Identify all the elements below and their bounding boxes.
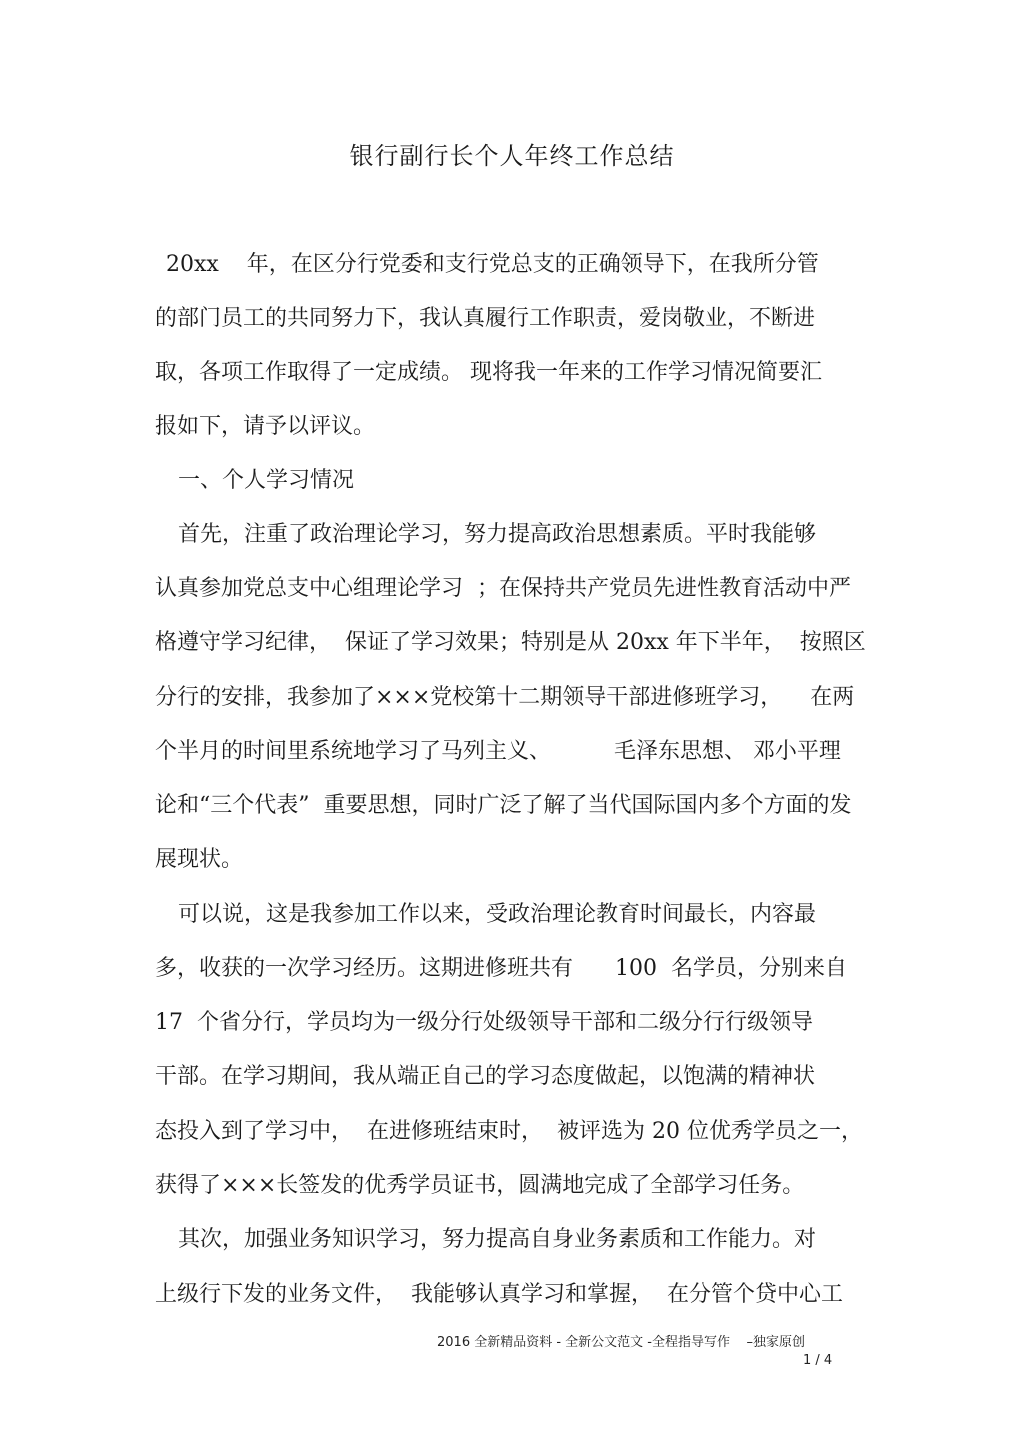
paragraph-line: 个半月的时间里系统地学习了马列主义、 毛泽东思想、 邓小平理	[155, 739, 841, 764]
paragraph-line: 可以说，这是我参加工作以来，受政治理论教育时间最长，内容最	[178, 902, 817, 927]
paragraph-line: 获得了×××长签发的优秀学员证书，圆满地完成了全部学习任务。	[155, 1173, 805, 1198]
page-number: 1 / 4	[803, 1353, 833, 1368]
paragraph-line: 的部门员工的共同努力下，我认真履行工作职责，爱岗敬业，不断进	[155, 306, 816, 331]
paragraph-line: 取，各项工作取得了一定成绩。 现将我一年来的工作学习情况简要汇	[155, 360, 822, 385]
paragraph-line: 认真参加党总支中心组理论学习 ；在保持共产党员先进性教育活动中严	[155, 576, 851, 601]
paragraph-line: 其次，加强业务知识学习，努力提高自身业务素质和工作能力。对	[178, 1227, 817, 1252]
paragraph-line: 分行的安排，我参加了×××党校第十二期领导干部进修班学习， 在两	[155, 685, 855, 710]
paragraph-line: 格遵守学习纪律， 保证了学习效果；特别是从 20xx 年下半年， 按照区	[155, 630, 866, 655]
paragraph-line: 展现状。	[155, 847, 244, 872]
paragraph-line: 20xx 年，在区分行党委和支行党总支的正确领导下，在我所分管	[166, 252, 819, 277]
paragraph-line: 态投入到了学习中， 在进修班结束时， 被评选为 20 位优秀学员之一，	[155, 1119, 863, 1144]
paragraph-line: 干部。在学习期间，我从端正自己的学习态度做起，以饱满的精神状	[155, 1064, 816, 1089]
paragraph-line: 报如下，请予以评议。	[155, 414, 376, 439]
paragraph-line: 论和“三个代表” 重要思想，同时广泛了解了当代国际国内多个方面的发	[155, 793, 852, 818]
page-title: 银行副行长个人年终工作总结	[349, 142, 675, 170]
paragraph-line: 多，收获的一次学习经历。这期进修班共有 100 名学员，分别来自	[155, 956, 847, 981]
paragraph-line: 17 个省分行，学员均为一级分行处级领导干部和二级分行行级领导	[155, 1010, 813, 1035]
footer-text: 2016 全新精品资料 - 全新公文范文 -全程指导写作 –独家原创	[437, 1335, 806, 1350]
paragraph-line: 首先，注重了政治理论学习，努力提高政治思想素质。平时我能够	[178, 522, 817, 547]
section-heading: 一、个人学习情况	[178, 468, 355, 493]
paragraph-line: 上级行下发的业务文件， 我能够认真学习和掌握， 在分管个贷中心工	[155, 1282, 843, 1307]
